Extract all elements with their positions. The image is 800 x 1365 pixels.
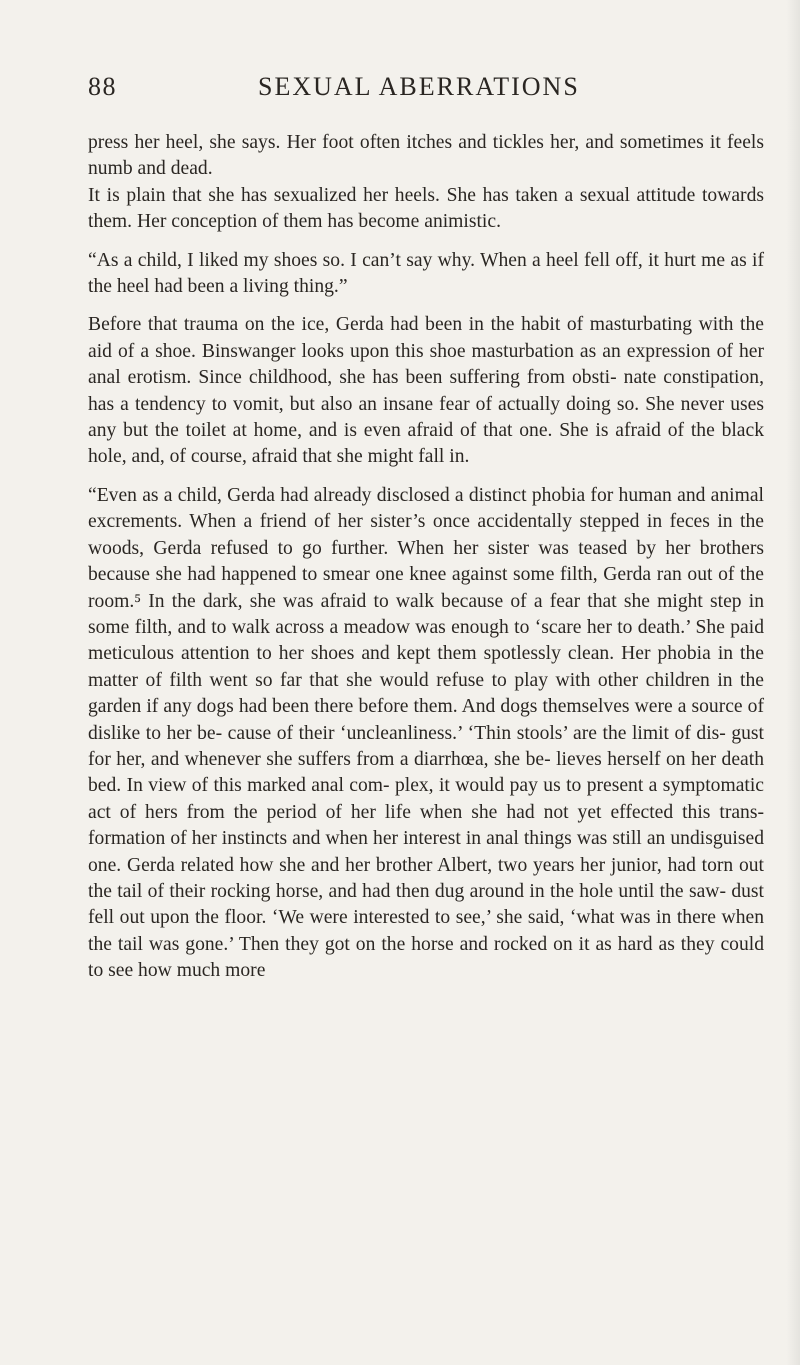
page-header xyxy=(88,72,740,112)
page-number: 88 xyxy=(88,72,117,101)
paragraph-quote-shoes: “As a child, I liked my shoes so. I can’t say why. When a heel fell off, it hurt me as if the heel had been a living thing.” xyxy=(88,249,764,298)
page-edge-shadow xyxy=(786,0,800,1365)
paragraph-2: It is plain that she has sexualized her heels. She has taken a sexual attitude towards them. Her conception of them has become animistic. xyxy=(88,184,764,233)
body-text xyxy=(88,130,764,985)
paragraph-masturbation: Before that trauma on the ice, Gerda had been in the habit of masturbating with the aid of a shoe. Binswanger looks upon this shoe masturbation as an expression of her anal erotism. Since childhood, she has been suffering from obsti- nate constipation, has a tendency to vomit, but also an insane fear of actually doing so. She never uses any but the toilet at home, and is even afraid of that one. She is afraid of the black hole, and, of course, afraid that she might fall in. xyxy=(88,314,764,468)
paragraph-1: press her heel, she says. Her foot often itches and tickles her, and sometimes it feels numb and dead. xyxy=(88,132,764,180)
running-head: SEXUAL ABERRATIONS xyxy=(258,72,580,101)
paragraph-phobia: “Even as a child, Gerda had already disclosed a distinct phobia for human and animal excrements. When a friend of her sister’s once accidentally stepped in feces in the woods, Gerda refused to go further. When her sister was teased by her brothers because she had happened to smear one knee against some filth, Gerda ran out of the room.⁵ In the dark, she was afraid to walk because of a fear that she might step in some filth, and to walk across a meadow was enough to ‘scare her to death.’ She paid meticulous attention to her shoes and kept them spotlessly clean. Her phobia in the matter of filth went so far that she would refuse to play with other children in the garden if any dogs had been there before them. And dogs themselves were a source of dislike to her be- cause of their ‘uncleanliness.’ ‘Thin stools’ are the limit of dis- gust for her, and whenever she suffers from a diarrhœa, she be- lieves herself on her death bed. In view of this marked anal com- plex, it would pay us to present a symptomatic act of hers from the period of her life when she had not yet effected this trans- formation of her instincts and when her interest in anal things was still an undisguised one. Gerda related how she and her brother Albert, two years her junior, had torn out the tail of their rocking horse, and had then dug around in the hole until the saw- dust fell out upon the floor. ‘We were interested to see,’ she said, ‘what was in there when the tail was gone.’ Then they got on the horse and rocked on it as hard as they could to see how much more xyxy=(88,484,764,982)
